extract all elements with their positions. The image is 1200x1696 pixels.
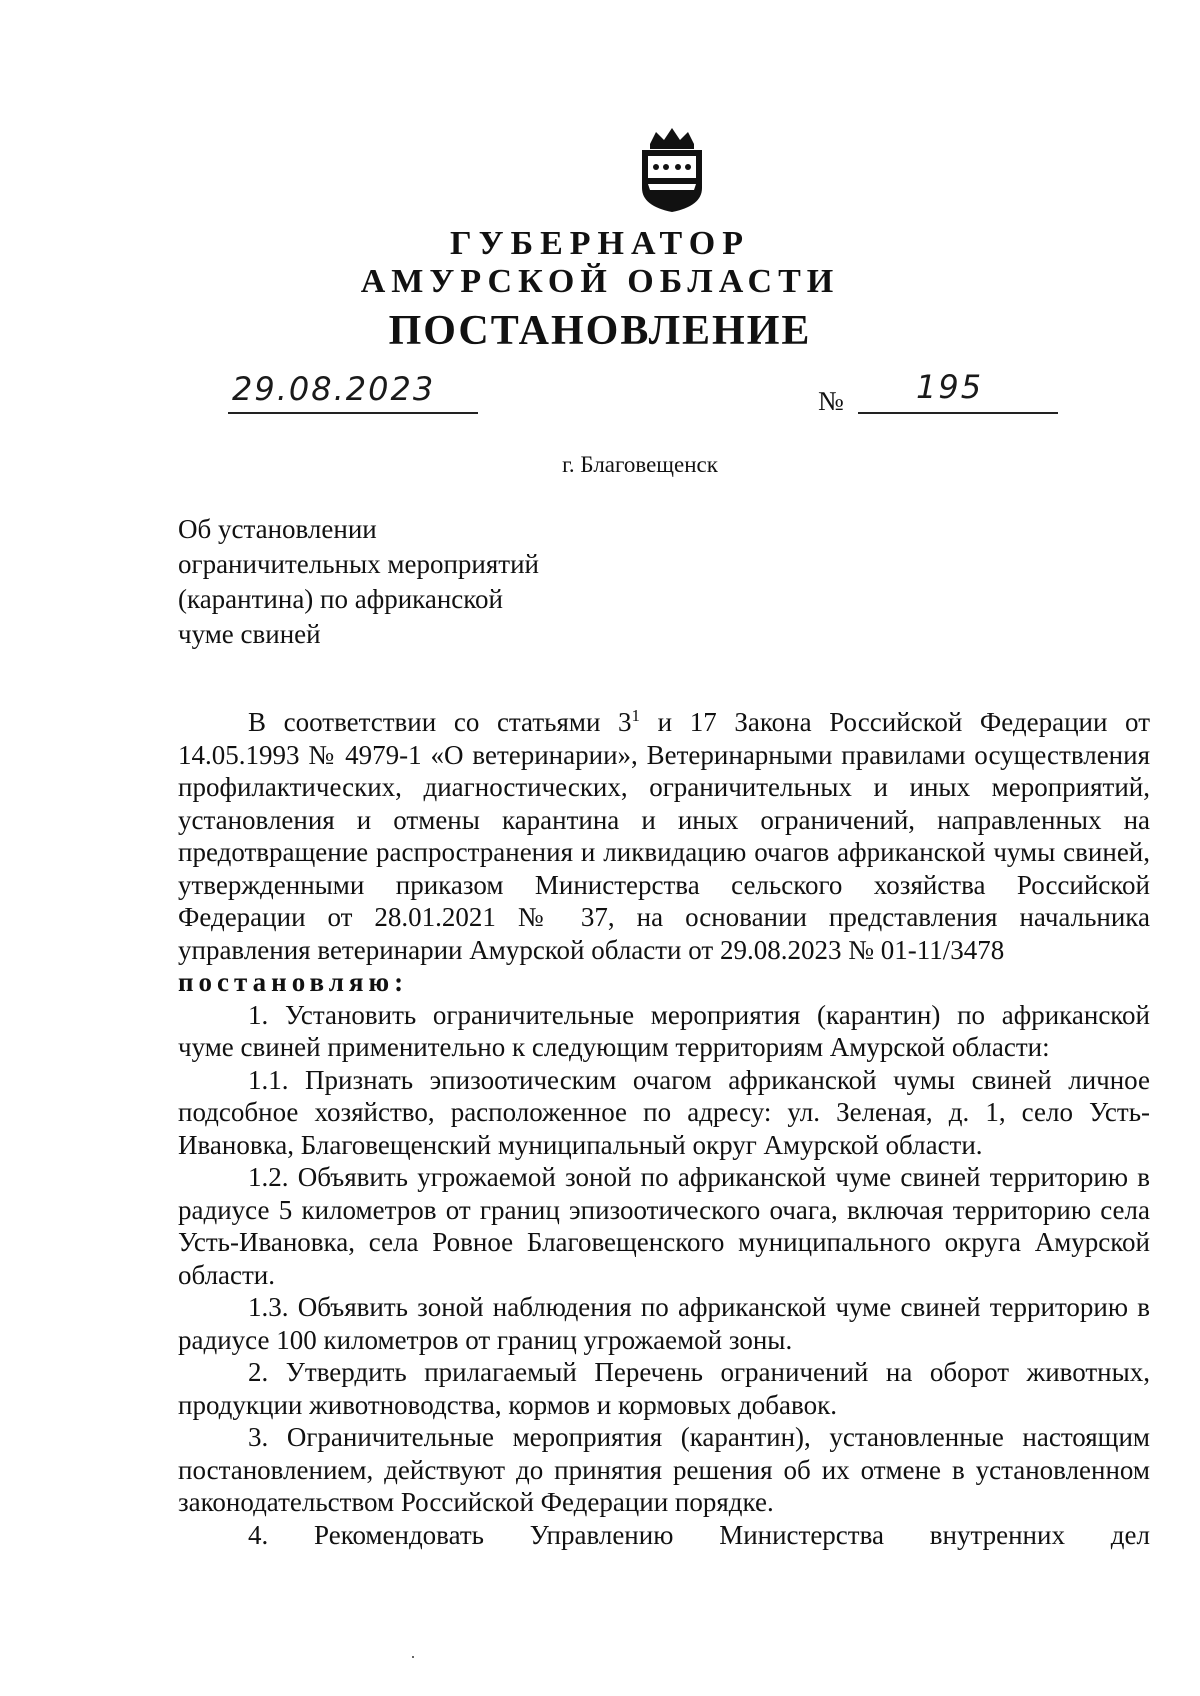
handwritten-number: 195 [916, 368, 984, 406]
item-4-word: дел [1110, 1519, 1150, 1550]
authority-title-line2: АМУРСКОЙ ОБЛАСТИ [360, 263, 840, 300]
item-4-word: 4. [248, 1519, 269, 1550]
item-4-word: внутренних [929, 1519, 1065, 1550]
subject-line: Об установлении [178, 514, 377, 544]
document-body [178, 700, 1150, 1551]
preamble-rest: и 17 Закона Российской Федерации от 14.05.1993 № 4979-1 «О ветеринарии», Ветеринарными правилами осуществления профилактических, диагностических, ограничительных и иных мероприятий, установления и отмены карантина и иных ограничений, направленных на предотвращение распространения и ликвидацию очагов африканской чумы свиней, утвержденными приказом Министерства сельского хозяйства Российской Федерации от 28.01.2021 № 37, на основании представления начальника управления ветеринарии Амурской области от 29.08.2023 № 01-11/3478 [178, 707, 1150, 965]
preamble-start: В соответствии со статьями 3 [248, 707, 632, 737]
preamble-superscript: 1 [631, 706, 641, 725]
item-1: 1. Установить ограничительные мероприятия (карантин) по африканской чуме свиней применительно к следующим территориям Амурской области: [178, 999, 1150, 1062]
item-4-word: Управлению [529, 1519, 674, 1550]
number-underline [858, 412, 1058, 414]
item-1-3: 1.3. Объявить зоной наблюдения по африканской чуме свиней территорию в радиусе 100 километров от границ угрожаемой зоны. [178, 1292, 1150, 1355]
decree-word: постановляю: [178, 967, 409, 997]
item-2: 2. Утвердить прилагаемый Перечень ограничений на оборот животных, продукции животноводства, кормов и кормовых добавок. [178, 1357, 1150, 1420]
document-type-title: ПОСТАНОВЛЕНИЕ [388, 308, 812, 354]
city-name: г. Благовещенск [562, 452, 718, 477]
subject-line: ограничительных мероприятий [178, 549, 539, 579]
item-4-start [178, 1519, 1150, 1552]
subject-line: (карантина) по африканской [178, 584, 503, 614]
scan-artifact [412, 1656, 414, 1658]
coat-of-arms-icon [636, 126, 708, 214]
document-subject [178, 512, 539, 652]
item-1-1: 1.1. Признать эпизоотическим очагом африканской чумы свиней личное подсобное хозяйство, расположенное по адресу: ул. Зеленая, д. 1, село Усть-Ивановка, Благовещенский муниципальный округ Амурской области. [178, 1064, 1150, 1160]
authority-title-line1: ГУБЕРНАТОР [450, 225, 750, 262]
item-4-word: Рекомендовать [314, 1519, 484, 1550]
item-3: 3. Ограничительные мероприятия (карантин), установленные настоящим постановлением, действуют до принятия решения об их отмене в установленном законодательством Российской Федерации порядке. [178, 1422, 1150, 1517]
number-sign: № [818, 386, 844, 416]
item-1-2: 1.2. Объявить угрожаемой зоной по африканской чуме свиней территорию в радиусе 5 километров от границ эпизоотического очага, включая территорию села Усть-Ивановка, села Ровное Благовещенского муниципального округа Амурской области. [178, 1162, 1150, 1290]
date-underline [228, 412, 478, 414]
preamble-paragraph [178, 700, 1150, 966]
subject-line: чуме свиней [178, 619, 321, 649]
item-4-word: Министерства [719, 1519, 884, 1550]
handwritten-date: 29.08.2023 [232, 370, 436, 408]
